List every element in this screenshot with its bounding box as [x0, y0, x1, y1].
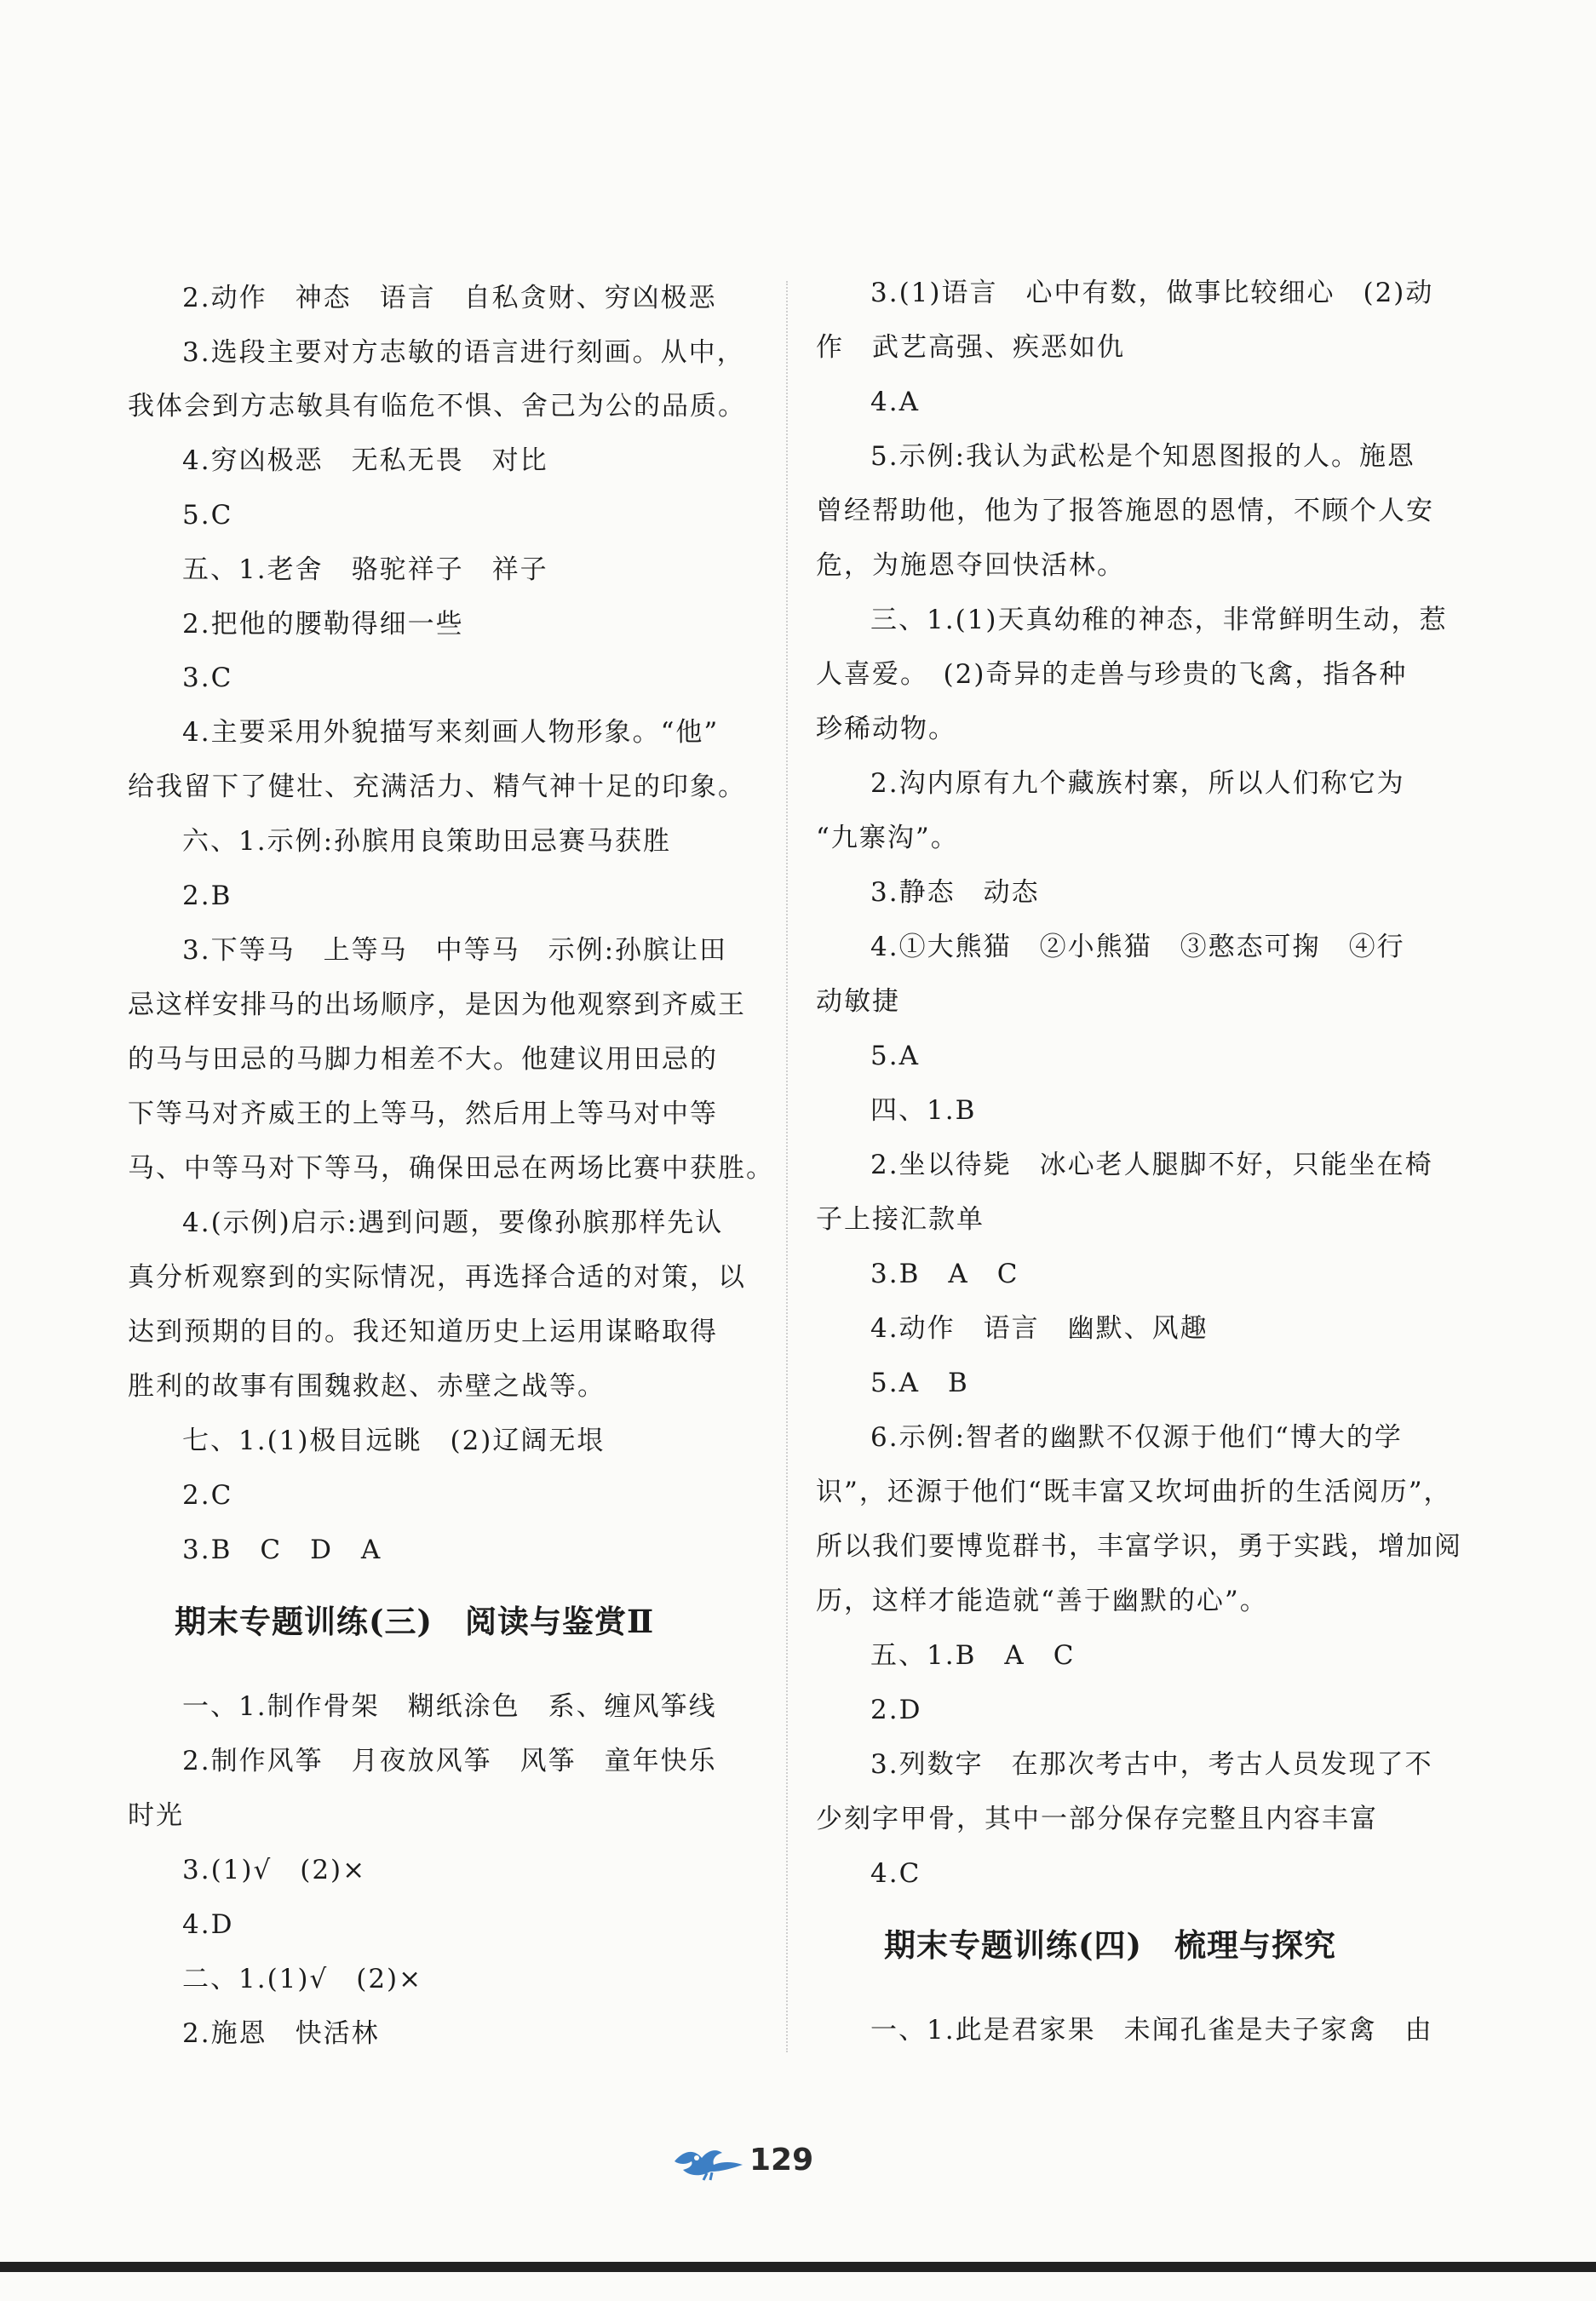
text-line: 3.下等马 上等马 中等马 示例:孙膑让田 [182, 935, 728, 966]
page-number: 129 [749, 2143, 814, 2178]
text-line: 2.D [870, 1695, 922, 1725]
text-line: 4.主要采用外貌描写来刻画人物形象。“他” [182, 717, 720, 748]
text-line: 5.A B [870, 1368, 969, 1398]
text-line: 六、1.示例:孙膑用良策助田忌赛马获胜 [182, 826, 672, 857]
text-line: 下等马对齐威王的上等马，然后用上等马对中等 [128, 1099, 718, 1129]
text-line: 4.D [182, 1909, 234, 1940]
left-column [128, 0, 774, 2301]
text-line: 作 武艺高强、疾恶如仇 [816, 332, 1125, 363]
text-line: 4.(示例)启示:遇到问题，要像孙膑那样先认 [182, 1208, 724, 1238]
text-line: 子上接汇款单 [816, 1204, 985, 1235]
text-line: 我体会到方志敏具有临危不惧、舍己为公的品质。 [128, 391, 746, 422]
text-line: 五、1.B A C [870, 1640, 1076, 1671]
text-line: 人喜爱。 (2)奇异的走兽与珍贵的飞禽，指各种 [816, 659, 1408, 690]
text-line: 5.示例:我认为武松是个知恩图报的人。施恩 [870, 441, 1416, 472]
text-line: 3.列数字 在那次考古中，考古人员发现了不 [870, 1749, 1433, 1780]
right-column [816, 0, 1462, 2301]
text-line: 2.把他的腰勒得细一些 [182, 609, 464, 640]
text-line: 4.①大熊猫 ②小熊猫 ③憨态可掬 ④行 [870, 932, 1405, 962]
page-footer [673, 2139, 877, 2187]
text-line: 少刻字甲骨，其中一部分保存完整且内容丰富 [816, 1804, 1378, 1834]
text-line: 一、1.此是君家果 未闻孔雀是夫子家禽 由 [870, 2015, 1433, 2046]
text-line: 五、1.老舍 骆驼祥子 祥子 [182, 554, 548, 585]
text-line: 的马与田忌的马脚力相差不大。他建议用田忌的 [128, 1044, 718, 1075]
text-line: 时光 [128, 1800, 184, 1831]
text-line: 2.C [182, 1480, 233, 1511]
text-line: 马、中等马对下等马，确保田忌在两场比赛中获胜。 [128, 1153, 774, 1184]
text-line: 2.动作 神态 语言 自私贪财、穷凶极恶 [182, 283, 717, 313]
text-line: 识”，还源于他们“既丰富又坎坷曲折的生活阅历”， [816, 1477, 1452, 1507]
text-line: 6.示例:智者的幽默不仅源于他们“博大的学 [870, 1422, 1403, 1453]
text-line: 珍稀动物。 [816, 714, 956, 744]
text-line: 3.(1)语言 心中有数，做事比较细心 (2)动 [870, 278, 1434, 308]
text-line: 3.选段主要对方志敏的语言进行刻画。从中， [182, 337, 745, 368]
text-line: 曾经帮助他，他为了报答施恩的恩情，不顾个人安 [816, 496, 1434, 526]
text-line: 5.C [182, 500, 233, 531]
text-line: 3.B C D A [182, 1535, 382, 1565]
text-line: 2.B [182, 881, 233, 911]
section-heading: 期末专题训练(三) 阅读与鉴赏Ⅱ [175, 1603, 655, 1640]
text-line: 一、1.制作骨架 糊纸涂色 系、缠风筝线 [182, 1691, 717, 1722]
text-line: 3.C [182, 663, 233, 693]
section-heading: 期末专题训练(四) 梳理与探究 [884, 1926, 1337, 1964]
text-line: 历，这样才能造就“善于幽默的心”。 [816, 1586, 1268, 1616]
column-divider [786, 281, 788, 2052]
text-line: 2.施恩 快活林 [182, 2018, 380, 2049]
text-line: 给我留下了健壮、充满活力、精气神十足的印象。 [128, 772, 746, 802]
text-line: 动敏捷 [816, 986, 900, 1017]
text-line: 忌这样安排马的出场顺序，是因为他观察到齐威王 [128, 990, 746, 1020]
text-line: 达到预期的目的。我还知道历史上运用谋略取得 [128, 1317, 718, 1347]
text-line: 四、1.B [870, 1095, 977, 1126]
text-line: 2.坐以待毙 冰心老人腿脚不好，只能坐在椅 [870, 1150, 1433, 1180]
text-line: 2.制作风筝 月夜放风筝 风筝 童年快乐 [182, 1746, 717, 1776]
text-line: 所以我们要博览群书，丰富学识，勇于实践，增加阅 [816, 1531, 1462, 1562]
bird-logo-icon [673, 2143, 744, 2182]
text-line: 5.A [870, 1041, 920, 1071]
text-line: 胜利的故事有围魏救赵、赤壁之战等。 [128, 1371, 606, 1402]
text-line: 三、1.(1)天真幼稚的神态，非常鲜明生动，惹 [870, 605, 1448, 635]
text-line: 2.沟内原有九个藏族村寨，所以人们称它为 [870, 768, 1405, 799]
text-line: 4.动作 语言 幽默、风趣 [870, 1313, 1208, 1344]
text-line: 3.静态 动态 [870, 877, 1040, 908]
text-line: 3.B A C [870, 1259, 1019, 1289]
text-line: 4.穷凶极恶 无私无畏 对比 [182, 445, 548, 476]
text-line: 真分析观察到的实际情况，再选择合适的对策，以 [128, 1262, 746, 1293]
bottom-border-bar [0, 2262, 1596, 2272]
text-line: 七、1.(1)极目远眺 (2)辽阔无垠 [182, 1426, 606, 1456]
text-line: 危，为施恩夺回快活林。 [816, 550, 1125, 581]
text-line: “九寨沟”。 [816, 823, 959, 853]
text-line: 4.C [870, 1858, 921, 1889]
text-line: 3.(1)√ (2)× [182, 1855, 367, 1885]
text-line: 4.A [870, 387, 920, 417]
text-line: 二、1.(1)√ (2)× [182, 1964, 423, 1994]
